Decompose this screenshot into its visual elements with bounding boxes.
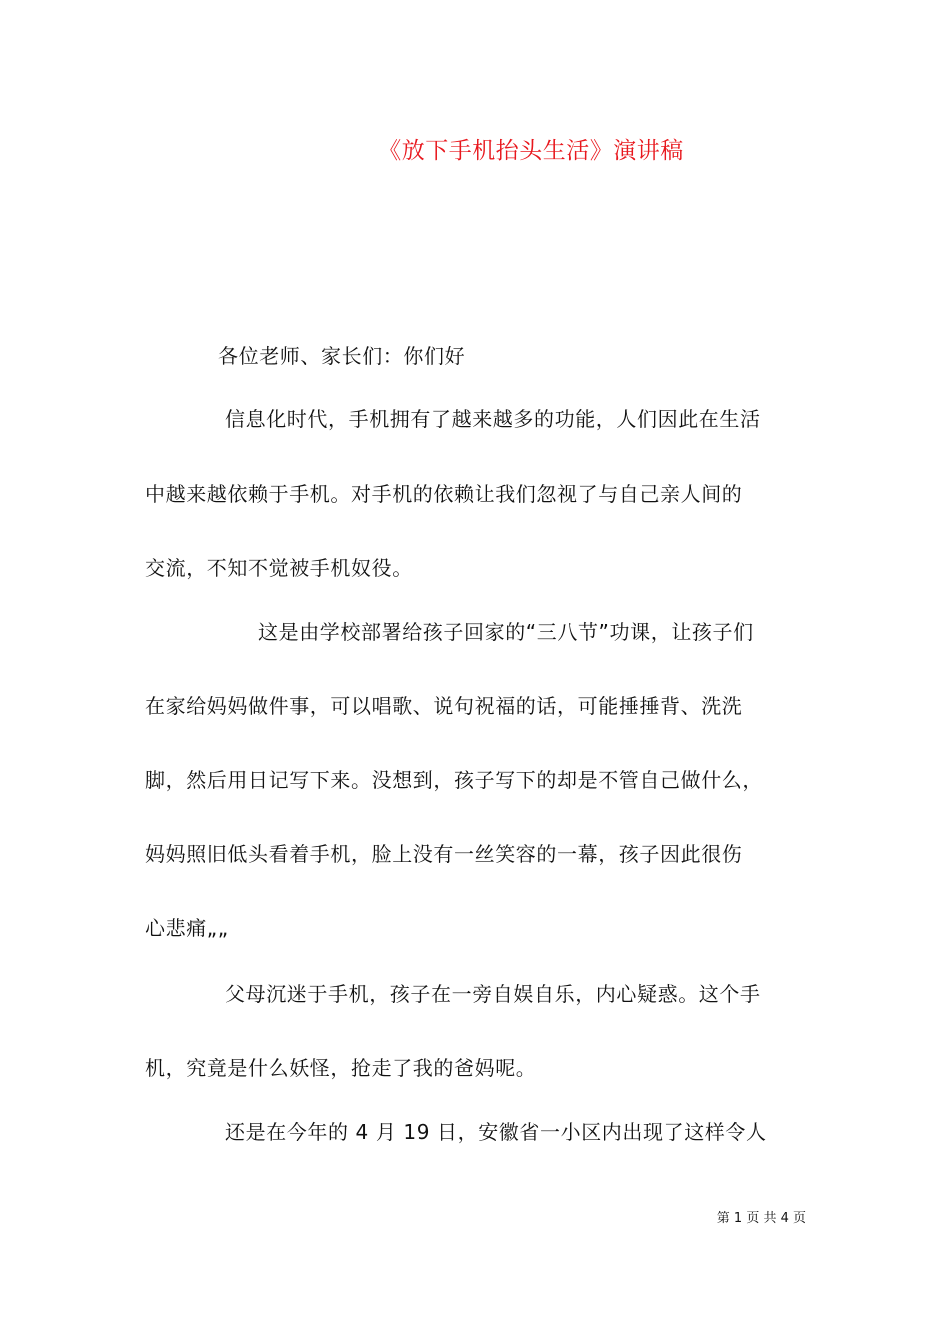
paragraph-1-line-1: 信息化时代，手机拥有了越来越多的功能，人们因此在生活 xyxy=(225,407,761,431)
paragraph-3-line-1: 父母沉迷于手机，孩子在一旁自娱自乐，内心疑惑。这个手 xyxy=(225,982,761,1006)
paragraph-1-line-2: 中越来越依赖于手机。对手机的依赖让我们忽视了与自己亲人间的 xyxy=(145,482,743,506)
document-title: 《放下手机抬头生活》演讲稿 xyxy=(378,138,684,164)
paragraph-4-line-1: 还是在今年的 4 月 19 日，安徽省一小区内出现了这样令人 xyxy=(225,1120,767,1144)
paragraph-3-line-2: 机，究竟是什么妖怪，抢走了我的爸妈呢。 xyxy=(145,1056,537,1080)
paragraph-1-line-3: 交流，不知不觉被手机奴役。 xyxy=(145,556,413,580)
paragraph-2-line-1: 这是由学校部署给孩子回家的“三八节”功课，让孩子们 xyxy=(258,620,754,644)
greeting-line: 各位老师、家长们：你们好 xyxy=(218,344,466,368)
paragraph-2-line-2: 在家给妈妈做件事，可以唱歌、说句祝福的话，可能捶捶背、洗洗 xyxy=(145,694,743,718)
paragraph-2-line-5: 心悲痛„„ xyxy=(145,916,229,940)
paragraph-2-line-3: 脚，然后用日记写下来。没想到，孩子写下的却是不管自己做什么， xyxy=(145,768,763,792)
page-number-footer: 第 1 页 共 4 页 xyxy=(716,1211,806,1226)
paragraph-2-line-4: 妈妈照旧低头看着手机，脸上没有一丝笑容的一幕，孩子因此很伤 xyxy=(145,842,743,866)
